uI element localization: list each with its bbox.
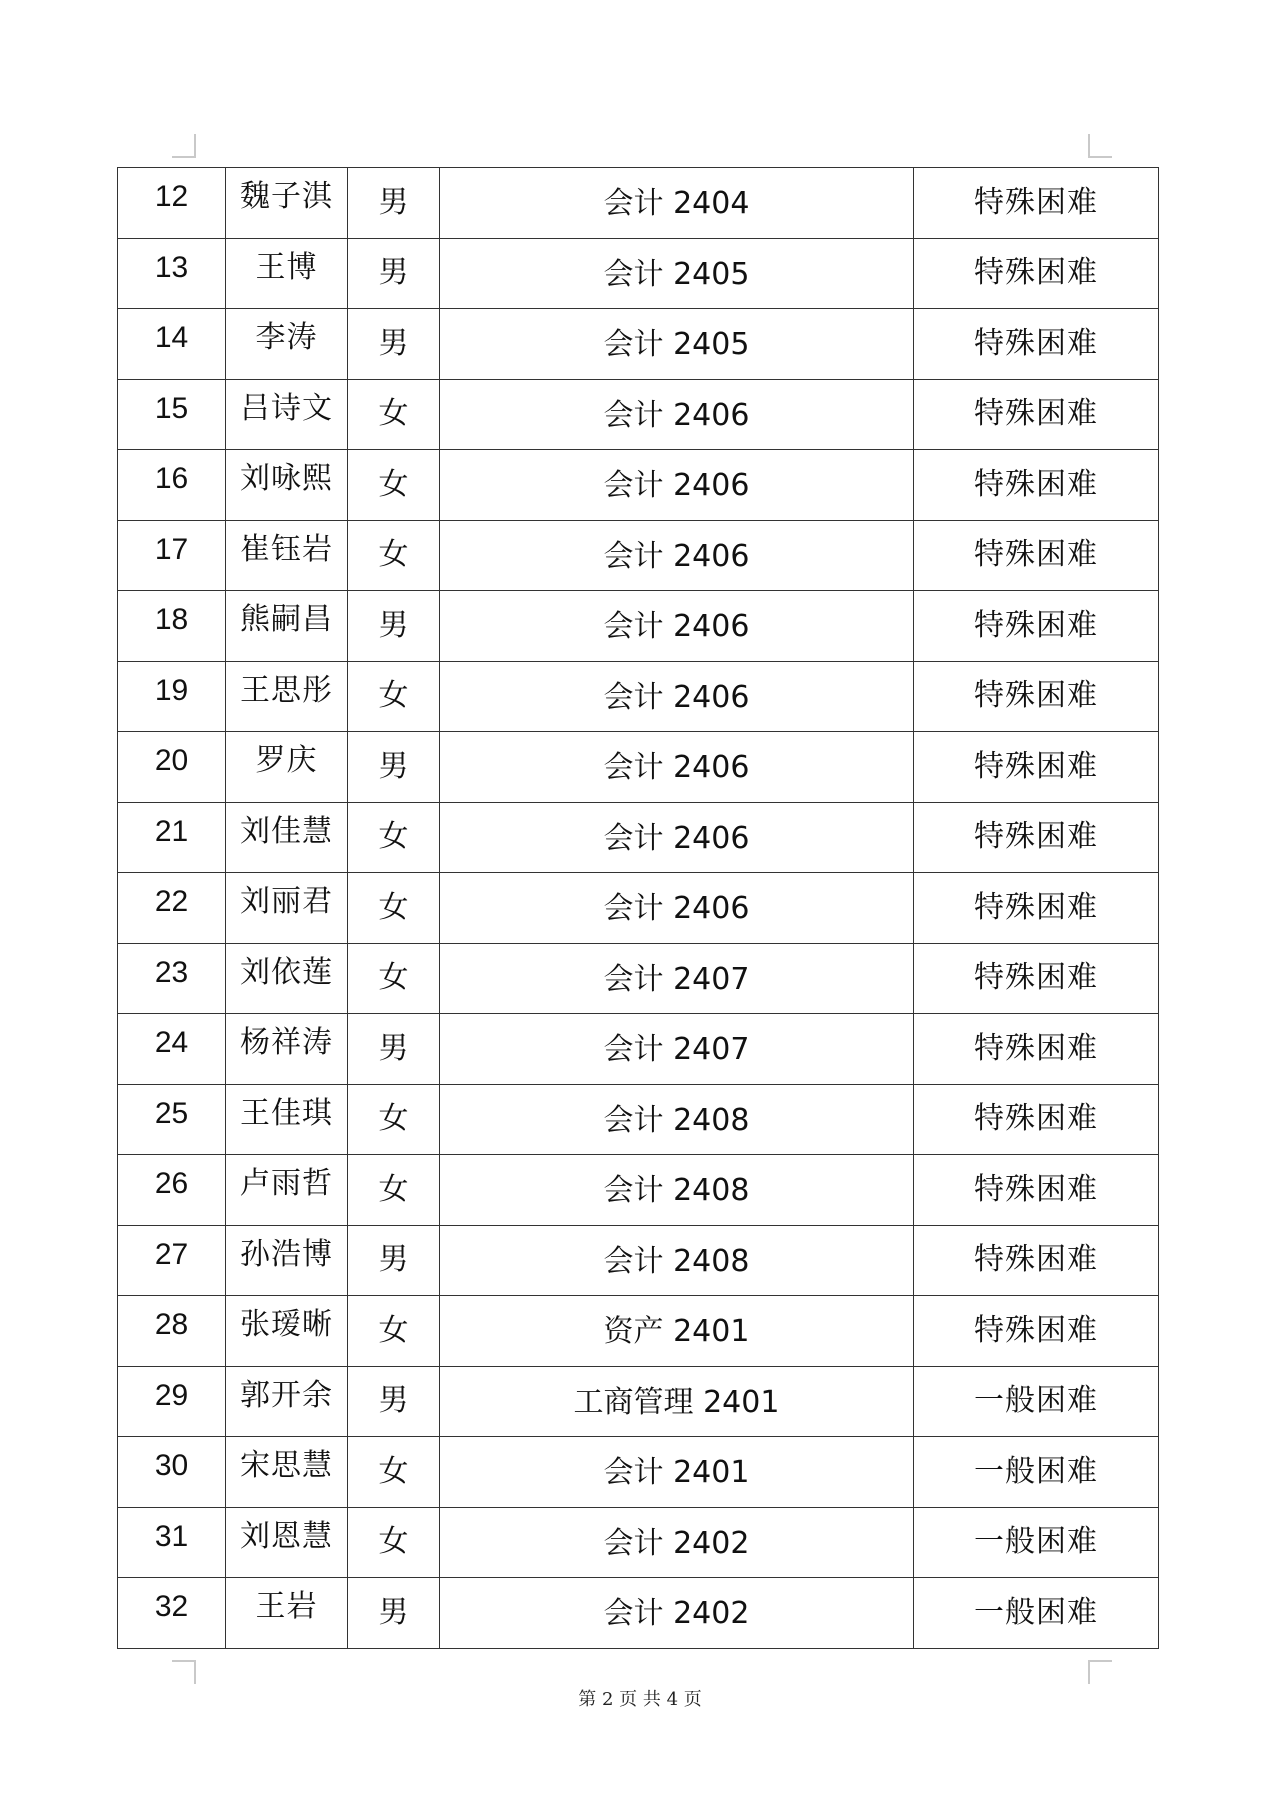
student-name-cell: 张瑷晰 bbox=[226, 1296, 348, 1367]
table-row bbox=[118, 168, 1159, 239]
class-cell: 会计 2402 bbox=[440, 1578, 914, 1649]
class-cell: 会计 2406 bbox=[440, 379, 914, 450]
row-number-cell: 13 bbox=[118, 238, 226, 309]
class-cell: 会计 2407 bbox=[440, 943, 914, 1014]
student-name-cell: 刘恩慧 bbox=[226, 1507, 348, 1578]
difficulty-level-cell: 特殊困难 bbox=[914, 732, 1159, 803]
difficulty-level-cell: 特殊困难 bbox=[914, 1225, 1159, 1296]
student-name-cell: 卢雨哲 bbox=[226, 1155, 348, 1226]
row-number-cell: 20 bbox=[118, 732, 226, 803]
table-row bbox=[118, 1084, 1159, 1155]
row-number-cell: 18 bbox=[118, 591, 226, 662]
difficulty-level-cell: 特殊困难 bbox=[914, 238, 1159, 309]
row-number-cell: 14 bbox=[118, 309, 226, 380]
class-cell: 会计 2406 bbox=[440, 450, 914, 521]
table-row bbox=[118, 1296, 1159, 1367]
row-number-cell: 31 bbox=[118, 1507, 226, 1578]
crop-mark-top-right bbox=[1088, 134, 1112, 158]
row-number-cell: 25 bbox=[118, 1084, 226, 1155]
table-row bbox=[118, 591, 1159, 662]
table-row bbox=[118, 238, 1159, 309]
table-row bbox=[118, 732, 1159, 803]
difficulty-level-cell: 特殊困难 bbox=[914, 591, 1159, 662]
student-name-cell: 郭开余 bbox=[226, 1366, 348, 1437]
gender-cell: 男 bbox=[348, 309, 440, 380]
difficulty-level-cell: 特殊困难 bbox=[914, 802, 1159, 873]
gender-cell: 女 bbox=[348, 1437, 440, 1508]
difficulty-level-cell: 特殊困难 bbox=[914, 661, 1159, 732]
class-cell: 会计 2407 bbox=[440, 1014, 914, 1085]
class-cell: 资产 2401 bbox=[440, 1296, 914, 1367]
difficulty-level-cell: 特殊困难 bbox=[914, 943, 1159, 1014]
difficulty-level-cell: 一般困难 bbox=[914, 1507, 1159, 1578]
student-name-cell: 魏子淇 bbox=[226, 168, 348, 239]
difficulty-level-cell: 特殊困难 bbox=[914, 1014, 1159, 1085]
difficulty-level-cell: 一般困难 bbox=[914, 1437, 1159, 1508]
class-cell: 会计 2406 bbox=[440, 732, 914, 803]
table-row bbox=[118, 309, 1159, 380]
gender-cell: 男 bbox=[348, 591, 440, 662]
row-number-cell: 23 bbox=[118, 943, 226, 1014]
table-row bbox=[118, 1225, 1159, 1296]
gender-cell: 女 bbox=[348, 1084, 440, 1155]
class-cell: 会计 2402 bbox=[440, 1507, 914, 1578]
student-name-cell: 刘依莲 bbox=[226, 943, 348, 1014]
gender-cell: 女 bbox=[348, 1296, 440, 1367]
student-name-cell: 王博 bbox=[226, 238, 348, 309]
class-cell: 会计 2408 bbox=[440, 1155, 914, 1226]
table-row bbox=[118, 1507, 1159, 1578]
table-row bbox=[118, 379, 1159, 450]
row-number-cell: 12 bbox=[118, 168, 226, 239]
row-number-cell: 22 bbox=[118, 873, 226, 944]
table-row bbox=[118, 520, 1159, 591]
student-name-cell: 孙浩博 bbox=[226, 1225, 348, 1296]
difficulty-level-cell: 特殊困难 bbox=[914, 1084, 1159, 1155]
student-name-cell: 王思彤 bbox=[226, 661, 348, 732]
student-name-cell: 李涛 bbox=[226, 309, 348, 380]
difficulty-level-cell: 一般困难 bbox=[914, 1366, 1159, 1437]
crop-mark-bottom-right bbox=[1088, 1660, 1112, 1684]
roster-table-body bbox=[118, 168, 1159, 1649]
class-cell: 会计 2406 bbox=[440, 520, 914, 591]
student-name-cell: 宋思慧 bbox=[226, 1437, 348, 1508]
class-cell: 会计 2406 bbox=[440, 591, 914, 662]
gender-cell: 女 bbox=[348, 379, 440, 450]
class-cell: 会计 2408 bbox=[440, 1084, 914, 1155]
table-row bbox=[118, 1155, 1159, 1226]
student-name-cell: 刘咏熙 bbox=[226, 450, 348, 521]
class-cell: 会计 2405 bbox=[440, 309, 914, 380]
difficulty-level-cell: 一般困难 bbox=[914, 1578, 1159, 1649]
row-number-cell: 26 bbox=[118, 1155, 226, 1226]
class-cell: 工商管理 2401 bbox=[440, 1366, 914, 1437]
row-number-cell: 15 bbox=[118, 379, 226, 450]
gender-cell: 男 bbox=[348, 1014, 440, 1085]
table-row bbox=[118, 661, 1159, 732]
crop-mark-bottom-left bbox=[172, 1660, 196, 1684]
gender-cell: 男 bbox=[348, 238, 440, 309]
difficulty-level-cell: 特殊困难 bbox=[914, 1155, 1159, 1226]
gender-cell: 女 bbox=[348, 943, 440, 1014]
gender-cell: 男 bbox=[348, 1578, 440, 1649]
page-number-footer: 第 2 页 共 4 页 bbox=[578, 1689, 702, 1710]
gender-cell: 男 bbox=[348, 168, 440, 239]
row-number-cell: 16 bbox=[118, 450, 226, 521]
difficulty-level-cell: 特殊困难 bbox=[914, 450, 1159, 521]
class-cell: 会计 2406 bbox=[440, 802, 914, 873]
row-number-cell: 21 bbox=[118, 802, 226, 873]
class-cell: 会计 2401 bbox=[440, 1437, 914, 1508]
class-cell: 会计 2404 bbox=[440, 168, 914, 239]
student-name-cell: 杨祥涛 bbox=[226, 1014, 348, 1085]
row-number-cell: 30 bbox=[118, 1437, 226, 1508]
gender-cell: 男 bbox=[348, 1366, 440, 1437]
row-number-cell: 17 bbox=[118, 520, 226, 591]
difficulty-level-cell: 特殊困难 bbox=[914, 168, 1159, 239]
table-row bbox=[118, 943, 1159, 1014]
row-number-cell: 29 bbox=[118, 1366, 226, 1437]
class-cell: 会计 2406 bbox=[440, 873, 914, 944]
student-name-cell: 熊嗣昌 bbox=[226, 591, 348, 662]
student-name-cell: 吕诗文 bbox=[226, 379, 348, 450]
row-number-cell: 27 bbox=[118, 1225, 226, 1296]
student-name-cell: 王佳琪 bbox=[226, 1084, 348, 1155]
difficulty-level-cell: 特殊困难 bbox=[914, 1296, 1159, 1367]
student-name-cell: 罗庆 bbox=[226, 732, 348, 803]
student-roster-table bbox=[117, 167, 1159, 1649]
student-name-cell: 刘丽君 bbox=[226, 873, 348, 944]
gender-cell: 女 bbox=[348, 450, 440, 521]
gender-cell: 女 bbox=[348, 661, 440, 732]
crop-mark-top-left bbox=[172, 134, 196, 158]
difficulty-level-cell: 特殊困难 bbox=[914, 873, 1159, 944]
student-name-cell: 崔钰岩 bbox=[226, 520, 348, 591]
table-row bbox=[118, 1578, 1159, 1649]
difficulty-level-cell: 特殊困难 bbox=[914, 520, 1159, 591]
class-cell: 会计 2406 bbox=[440, 661, 914, 732]
gender-cell: 女 bbox=[348, 873, 440, 944]
row-number-cell: 28 bbox=[118, 1296, 226, 1367]
table-row bbox=[118, 802, 1159, 873]
row-number-cell: 24 bbox=[118, 1014, 226, 1085]
table-row bbox=[118, 1014, 1159, 1085]
row-number-cell: 32 bbox=[118, 1578, 226, 1649]
table-row bbox=[118, 873, 1159, 944]
difficulty-level-cell: 特殊困难 bbox=[914, 379, 1159, 450]
gender-cell: 男 bbox=[348, 732, 440, 803]
table-row bbox=[118, 1366, 1159, 1437]
table-row bbox=[118, 1437, 1159, 1508]
gender-cell: 男 bbox=[348, 1225, 440, 1296]
row-number-cell: 19 bbox=[118, 661, 226, 732]
gender-cell: 女 bbox=[348, 1155, 440, 1226]
class-cell: 会计 2405 bbox=[440, 238, 914, 309]
gender-cell: 女 bbox=[348, 802, 440, 873]
student-name-cell: 王岩 bbox=[226, 1578, 348, 1649]
student-name-cell: 刘佳慧 bbox=[226, 802, 348, 873]
gender-cell: 女 bbox=[348, 520, 440, 591]
table-row bbox=[118, 450, 1159, 521]
difficulty-level-cell: 特殊困难 bbox=[914, 309, 1159, 380]
gender-cell: 女 bbox=[348, 1507, 440, 1578]
class-cell: 会计 2408 bbox=[440, 1225, 914, 1296]
